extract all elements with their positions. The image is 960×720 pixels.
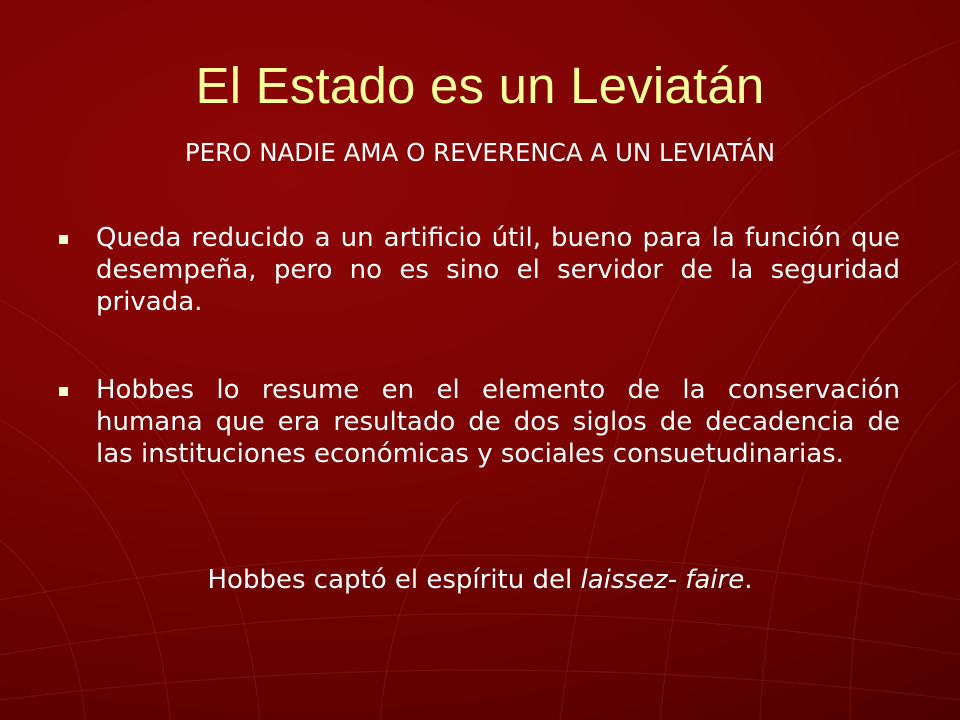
bullet-item xyxy=(56,222,900,318)
bullet-item xyxy=(56,374,900,470)
conclusion-line xyxy=(0,562,960,598)
conclusion-text: Hobbes captó el espíritu del xyxy=(207,565,581,595)
bullet-text: Queda reducido a un artificio útil, bueno para la función que desempeña, pero no es sino el servidor de la seguridad privada. xyxy=(96,223,900,317)
conclusion-italic-term: laissez- faire xyxy=(580,565,745,595)
square-bullet-icon xyxy=(59,387,68,396)
bullet-text: Hobbes lo resume en el elemento de la conservación humana que era resultado de dos siglos de decadencia de las instituciones económicas y sociales consuetudinarias. xyxy=(96,375,900,469)
slide-subtitle: PERO NADIE AMA O REVERENCA A UN LEVIATÁN xyxy=(184,138,776,167)
conclusion-end: . xyxy=(744,565,753,595)
bullet-list xyxy=(56,222,900,470)
square-bullet-icon xyxy=(59,235,68,244)
slide-title: El Estado es un Leviatán xyxy=(195,57,765,114)
